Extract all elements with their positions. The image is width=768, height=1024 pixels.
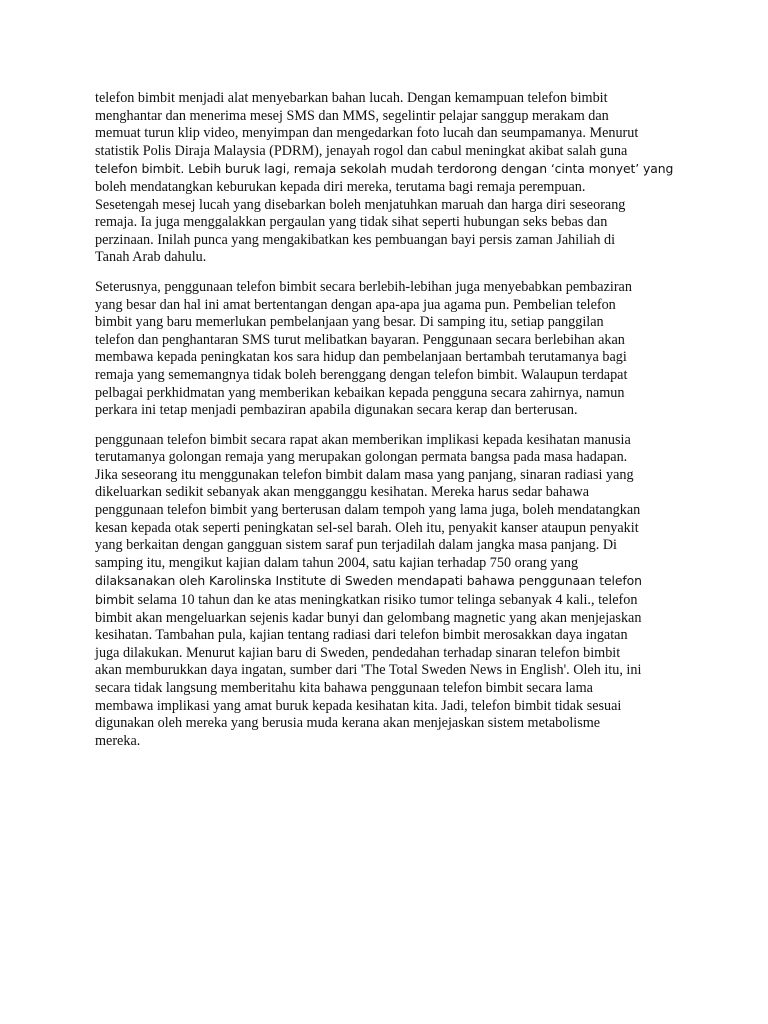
text-line bbox=[95, 610, 695, 628]
text-run: Seterusnya, penggunaan telefon bimbit secara berlebih-lebihan juga menyebabkan pembaziran bbox=[95, 278, 632, 295]
text-run: bimbit akan mengeluarkan sejenis kadar bunyi dan gelombang magnetic yang akan menjejaskan bbox=[95, 609, 642, 626]
text-run: Sesetengah mesej lucah yang disebarkan boleh menjatuhkan maruah dan harga diri seseorang bbox=[95, 196, 626, 213]
text-run: mereka. bbox=[95, 732, 141, 749]
text-run: selama 10 tahun dan ke atas meningkatkan risiko tumor telinga sebanyak 4 kali., telefon bbox=[133, 592, 638, 609]
text-line bbox=[95, 627, 695, 645]
text-run: remaja. Ia juga menggalakkan pergaulan yang tidak sihat seperti hubungan seks bebas dan bbox=[95, 214, 608, 231]
text-run: Tanah Arab dahulu. bbox=[95, 249, 207, 266]
text-line bbox=[95, 279, 695, 297]
text-line bbox=[95, 537, 695, 555]
text-line bbox=[95, 385, 695, 403]
text-line bbox=[95, 314, 695, 332]
text-line bbox=[95, 432, 695, 450]
text-line bbox=[95, 591, 695, 610]
text-run: telefon bimbit. bbox=[95, 161, 189, 177]
paragraph-3 bbox=[95, 432, 695, 751]
text-line bbox=[95, 645, 695, 663]
text-line bbox=[95, 367, 695, 385]
document-page bbox=[95, 90, 695, 762]
text-run: yang besar dan hal ini amat bertentangan dengan apa-apa jua agama pun. Pembelian telefon bbox=[95, 296, 616, 313]
text-line bbox=[95, 90, 695, 108]
text-run: juga dilakukan. Menurut kajian baru di Sweden, pendedahan terhadap sinaran telefon bimbit bbox=[95, 644, 621, 661]
text-run: menghantar dan menerima mesej SMS dan MMS, segelintir pelajar sanggup merakam dan bbox=[95, 107, 609, 124]
text-run: Lebih buruk lagi, remaja sekolah mudah terdorong dengan ‘cinta monyet’ yang bbox=[188, 161, 674, 177]
text-line bbox=[95, 143, 695, 161]
text-line bbox=[95, 555, 695, 573]
text-run: statistik Polis Diraja Malaysia (PDRM), jenayah rogol dan cabul meningkat akibat salah guna bbox=[95, 142, 628, 159]
text-run: penggunaan telefon bimbit yang berterusan dalam tempoh yang lama juga, boleh mendatangkan bbox=[95, 502, 641, 519]
text-run: bimbit bbox=[95, 592, 134, 608]
text-line bbox=[95, 214, 695, 232]
text-run: perkara ini tetap menjadi pembaziran apabila digunakan secara kerap dan berterusan. bbox=[95, 402, 578, 419]
text-run: akan memburukkan daya ingatan, sumber dari 'The Total Sweden News in English'. Oleh itu, ini bbox=[95, 662, 642, 679]
text-run: telefon bimbit menjadi alat menyebarkan bahan lucah. Dengan kemampuan telefon bimbit bbox=[95, 90, 608, 106]
text-line bbox=[95, 232, 695, 250]
text-run: kesihatan. Tambahan pula, kajian tentang radiasi dari telefon bimbit merosakkan daya ingatan bbox=[95, 627, 628, 644]
text-line bbox=[95, 467, 695, 485]
text-line bbox=[95, 733, 695, 751]
text-line bbox=[95, 484, 695, 502]
text-run: dilaksanakan oleh Karolinska Institute di Sweden mendapati bahawa penggunaan telefon bbox=[95, 573, 642, 589]
text-run: perzinaan. Inilah punca yang mengakibatkan kes pembuangan bayi persis zaman Jahiliah di bbox=[95, 231, 616, 248]
text-line bbox=[95, 125, 695, 143]
text-line bbox=[95, 520, 695, 538]
text-line bbox=[95, 179, 695, 197]
text-run: pelbagai perkhidmatan yang memberikan kebaikan kepada pengguna secara zahirnya, namun bbox=[95, 384, 625, 401]
text-line bbox=[95, 402, 695, 420]
text-run: boleh mendatangkan keburukan kepada diri mereka, terutama bagi remaja perempuan. bbox=[95, 178, 586, 195]
text-run: bimbit yang baru memerlukan pembelanjaan yang besar. Di samping itu, setiap panggilan bbox=[95, 314, 604, 331]
text-run: digunakan oleh mereka yang berusia muda kerana akan menjejaskan sistem metabolisme bbox=[95, 715, 601, 732]
paragraph-2 bbox=[95, 279, 695, 420]
text-run: kesan kepada otak seperti peningkatan sel-sel barah. Oleh itu, penyakit kanser ataupun penyakit bbox=[95, 519, 639, 536]
text-run: membawa kepada peningkatan kos sara hidup dan pembelanjaan bertambah terutamanya bagi bbox=[95, 349, 627, 366]
text-run: terutamanya golongan remaja yang merupakan golongan permata bangsa pada masa hadapan. bbox=[95, 449, 628, 466]
text-line bbox=[95, 197, 695, 215]
text-line bbox=[95, 572, 695, 591]
text-run: telefon dan penghantaran SMS turut melibatkan bayaran. Penggunaan secara berlebihan akan bbox=[95, 331, 625, 348]
text-run: dikeluarkan sedikit sebanyak akan mengganggu kesihatan. Mereka harus sedar bahawa bbox=[95, 484, 590, 501]
paragraph-1 bbox=[95, 90, 695, 267]
text-run: membawa implikasi yang amat buruk kepada kesihatan kita. Jadi, telefon bimbit tidak sesuai bbox=[95, 697, 622, 714]
text-line bbox=[95, 160, 695, 179]
text-run: yang berkaitan dengan gangguan sistem saraf pun terjadilah dalam jangka masa panjang. Di bbox=[95, 537, 618, 554]
text-run: remaja yang sememangnya tidak boleh berenggang dengan telefon bimbit. Walaupun terdapat bbox=[95, 366, 628, 383]
text-line bbox=[95, 332, 695, 350]
text-line bbox=[95, 249, 695, 267]
text-line bbox=[95, 698, 695, 716]
text-line bbox=[95, 502, 695, 520]
text-line bbox=[95, 349, 695, 367]
text-run: Jika seseorang itu menggunakan telefon bimbit dalam masa yang panjang, sinaran radiasi yang bbox=[95, 466, 634, 483]
text-line bbox=[95, 715, 695, 733]
text-line bbox=[95, 680, 695, 698]
text-run: penggunaan telefon bimbit secara rapat akan memberikan implikasi kepada kesihatan manusia bbox=[95, 431, 631, 448]
text-run: samping itu, mengikut kajian dalam tahun 2004, satu kajian terhadap 750 orang yang bbox=[95, 554, 579, 571]
text-line bbox=[95, 662, 695, 680]
text-line bbox=[95, 449, 695, 467]
text-line bbox=[95, 108, 695, 126]
text-run: secara tidak langsung memberitahu kita bahawa penggunaan telefon bimbit secara lama bbox=[95, 680, 593, 696]
text-run: memuat turun klip video, menyimpan dan mengedarkan foto lucah dan seumpamanya. Menurut bbox=[95, 125, 639, 142]
text-line bbox=[95, 297, 695, 315]
